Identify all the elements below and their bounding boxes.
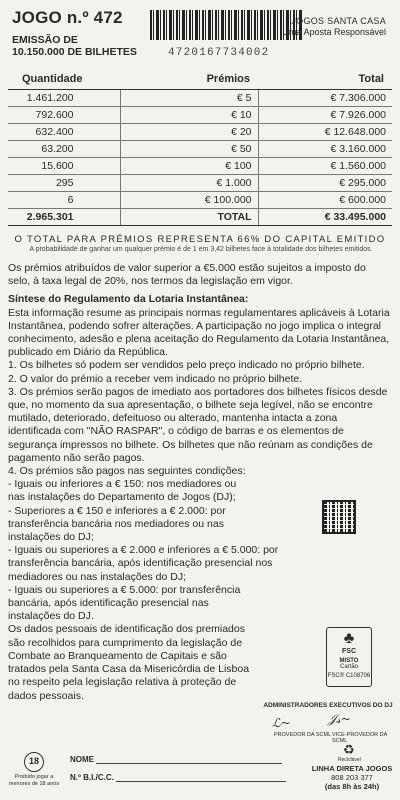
age-restriction-text: Proibido jogar a menores de 18 anos [8, 774, 60, 787]
table-row [8, 158, 392, 175]
capital-statement: O TOTAL PARA PRÉMIOS REPRESENTA 66% DO CAPITAL EMITIDO [14, 234, 386, 245]
signature-vice-provedor: 𝒥𝓈~ [328, 712, 351, 726]
cell-premio: € 100.000 [120, 192, 258, 209]
fsc-code: FSC® C108706 [327, 673, 371, 679]
provedor-label: PROVEDOR DA SCML [274, 732, 332, 738]
rule-1: 1. Os bilhetes só podem ser vendidos pelo preço indicado no próprio bilhete. [8, 359, 365, 372]
hotline [310, 764, 394, 791]
cell-total: € 7.926.000 [258, 107, 392, 124]
cell-total: € 12.648.000 [258, 124, 392, 141]
hotline-title: LINHA DIRETA JOGOS [311, 764, 393, 773]
emission-line-2: 10.150.000 DE BILHETES [12, 46, 137, 58]
rule-2: 2. O valor do prémio a receber vem indicado no próprio bilhete. [8, 372, 303, 385]
datamatrix-code [322, 500, 356, 534]
cell-quantidade: 632.400 [8, 124, 120, 141]
total-label: TOTAL [120, 209, 258, 226]
col-header-total: Total [258, 70, 392, 90]
fsc-logo [326, 627, 372, 687]
admin-title: ADMINISTRADORES EXECUTIVOS DO DJ [263, 702, 393, 709]
table-total-row [8, 209, 392, 226]
table-row [8, 124, 392, 141]
table-row [8, 141, 392, 158]
table-row [8, 192, 392, 209]
cell-quantidade: 6 [8, 192, 120, 209]
tax-notice: Os prémios atribuídos de valor superior a €5.000 estão sujeitos a imposto do selo, à taxa legal de 20%, nos termos da legislação em vigor. [8, 262, 366, 288]
barcode-number: 4720167734002 [168, 47, 270, 59]
prize-table [8, 70, 392, 226]
rule-3: 3. Os prémios serão pagos de imediato aos portadores dos bilhetes físicos desde que, no momento da sua apresentação, o bilhete seja legível, não se encontre mutilado, deteriorado, defeituoso ou alterado, mantenha intacta a zona identificada com "NÃO RASPAR", o código de barras e os elementos de segurança impressos no bilhete. Os bilhetes que não reúnam as condições de pagamento não serão pagos. [8, 385, 388, 464]
cell-quantidade: 295 [8, 175, 120, 192]
table-row [8, 175, 392, 192]
cell-premio: € 5 [120, 90, 258, 107]
cell-total: € 7.306.000 [258, 90, 392, 107]
probability-statement: A probabilidade de ganhar um qualquer prémio é de 1 em 3,42 bilhetes face à totalidade dos bilhetes emitidos [29, 246, 371, 253]
cell-premio: € 100 [120, 158, 258, 175]
cell-premio: € 1.000 [120, 175, 258, 192]
nbi-field [70, 772, 286, 782]
fsc-sub: Cartão [339, 664, 358, 670]
barcode [150, 10, 302, 40]
signature-provedor: ℒ~ [272, 716, 291, 730]
privacy-notice: Os dados pessoais de identificação dos premiados são recolhidos para cumprimento da legislação de Combate ao Branqueamento de Capitais e são tratados pela Santa Casa da Misericórdia de Lisboa no respeito pela legislação relativa à proteção de dados pessoais. [8, 623, 250, 702]
nbi-line [116, 772, 286, 782]
age-restriction [6, 752, 62, 787]
table-row [8, 107, 392, 124]
emission-line-1: EMISSÃO DE [12, 34, 78, 46]
regulation-intro: Esta informação resume as principais normas regulamentares aplicáveis à Lotaria Instantânea, podendo sofrer alterações. A participação no jogo implica o integral conhecimento, adesão e plena aceitação do Regulamento da Lotaria Instantânea, publicado em Diário da República. [8, 306, 390, 359]
condition-3: - Iguais ou superiores a € 2.000 e inferiores a € 5.000: por transferência bancária, após identificação presencial nos mediadores ou nas instalações do DJ; [8, 544, 279, 583]
emission-info [12, 34, 137, 58]
cell-total: € 1.560.000 [258, 158, 392, 175]
cell-total: € 295.000 [258, 175, 392, 192]
condition-1: - Iguais ou inferiores a € 150: nos mediadores ou nas instalações do Departamento de Jogos (DJ); [8, 478, 237, 504]
condition-2: - Superiores a € 150 e inferiores a € 2.000: por transferência bancária nos mediadores ou nas instalações do DJ; [8, 504, 226, 544]
col-header-premios: Prémios [120, 70, 258, 90]
hotline-hours: (das 8h às 24h) [324, 782, 380, 791]
table-row [8, 90, 392, 107]
cell-total: € 600.000 [258, 192, 392, 209]
nome-line [96, 754, 282, 764]
regulation-heading: Síntese do Regulamento da Lotaria Instantânea: [8, 293, 249, 306]
ticket-header [8, 6, 392, 68]
brand-slogan: Uma Aposta Responsável [282, 27, 386, 37]
prize-table-header [8, 70, 392, 90]
hotline-number: 808 203 377 [331, 773, 373, 782]
nbi-label: N.º B.I./C.C. [70, 773, 114, 782]
nome-label: NOME [70, 755, 94, 764]
cell-premio: € 10 [120, 107, 258, 124]
game-number: JOGO n.º 472 [12, 8, 123, 27]
total-quantidade: 2.965.301 [8, 209, 120, 226]
nome-field [70, 754, 282, 764]
total-value: € 33.495.000 [258, 209, 392, 226]
cell-total: € 3.160.000 [258, 141, 392, 158]
fsc-label: FSC [342, 648, 356, 655]
vice-provedor-label: VICE-PROVEDOR DA SCML [332, 732, 388, 744]
cell-premio: € 20 [120, 124, 258, 141]
brand-name: JOGOS SANTA CASA [291, 16, 386, 26]
cell-quantidade: 15.600 [8, 158, 120, 175]
tree-icon: ♣ [343, 630, 355, 647]
cell-premio: € 50 [120, 141, 258, 158]
condition-4: - Iguais ou superiores a € 5.000: por transferência bancária, após identificação presencial nas instalações do DJ. [8, 583, 241, 623]
rule-4: 4. Os prémios são pagos nas seguintes condições: [8, 465, 246, 478]
cell-quantidade: 63.200 [8, 141, 120, 158]
cell-quantidade: 1.461.200 [8, 90, 120, 107]
recycle-label: Reciclável [338, 757, 361, 763]
recycle-icon: ♻ [343, 742, 355, 757]
age-18-icon: 18 [24, 752, 44, 772]
col-header-quantidade: Quantidade [8, 70, 120, 90]
fsc-misto: MISTO [339, 658, 359, 664]
cell-quantidade: 792.600 [8, 107, 120, 124]
